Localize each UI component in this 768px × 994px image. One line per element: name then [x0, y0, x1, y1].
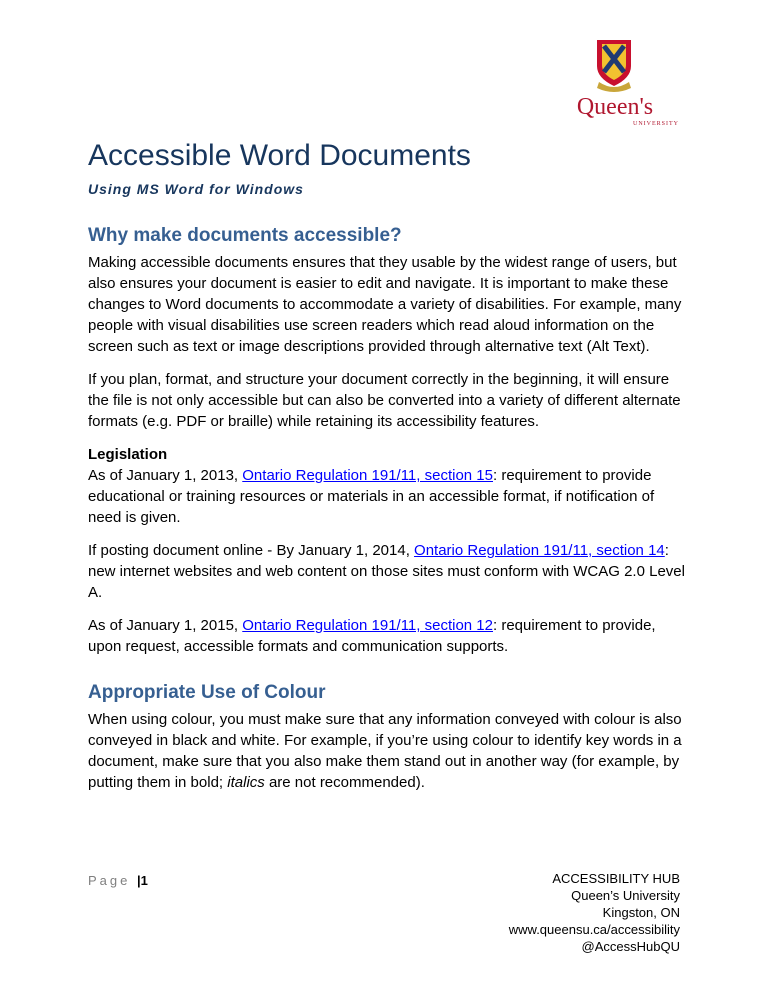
link-regulation-section-15[interactable]: Ontario Regulation 191/11, section 15	[242, 467, 493, 484]
paragraph-intro: Making accessible documents ensures that they usable by the widest range of users, but also ensures your document is easier to edit and navigate. It is important to make these changes to Word documents to accommodate a variety of disabilities. For example, many people with visual disabilities use screen readers which read aloud information on the screen such as text or image descriptions provided through alternative text (Alt Text).	[88, 254, 682, 355]
page-number-value: 1	[140, 873, 148, 888]
footer-location: Kingston, ON	[602, 905, 680, 920]
logo-university-text: UNIVERSITY	[633, 121, 679, 127]
italic-text: italics	[227, 774, 265, 791]
text: : requirement to provide, upon request, accessible formats and communication supports.	[88, 617, 656, 655]
link-regulation-section-14[interactable]: Ontario Regulation 191/11, section 14	[414, 542, 665, 559]
heading-why-accessible: Why make documents accessible?	[88, 225, 402, 246]
footer-contact	[509, 870, 680, 955]
footer-university: Queen’s University	[571, 888, 680, 903]
text: If posting document online - By January 1, 2014,	[88, 542, 415, 559]
paragraph-legislation-2013	[88, 465, 686, 528]
link-regulation-section-12[interactable]: Ontario Regulation 191/11, section 12	[242, 617, 493, 634]
text: As of January 1, 2015,	[88, 617, 243, 634]
text: are not recommended).	[264, 774, 425, 791]
crest-icon	[545, 36, 685, 118]
paragraph-legislation-2015	[88, 615, 686, 657]
svg-text:Queen's: Queen's	[576, 94, 654, 118]
footer-website: www.queensu.ca/accessibility	[508, 922, 680, 937]
paragraph-legislation-2014	[88, 540, 686, 603]
footer-twitter: @AccessHubQU	[581, 939, 680, 954]
document-subtitle: Using MS Word for Windows	[88, 181, 304, 197]
page-number: Page |1	[88, 873, 148, 888]
text: : new internet websites and web content on those sites must conform with WCAG 2.0 Level A.	[88, 542, 685, 601]
legislation-heading: Legislation	[88, 446, 168, 463]
footer-org: ACCESSIBILITY HUB	[552, 871, 680, 886]
heading-colour: Appropriate Use of Colour	[88, 682, 326, 703]
text: As of January 1, 2013,	[88, 467, 243, 484]
paragraph-plan: If you plan, format, and structure your document correctly in the beginning, it will ensure the file is not only accessible but can also be converted into a variety of different alternate formats (e.g. PDF or braille) while retaining its accessibility features.	[88, 371, 681, 430]
document-title: Accessible Word Documents	[88, 139, 471, 172]
document-body	[88, 138, 686, 805]
text: When using colour, you must make sure that any information conveyed with colour is also conveyed in black and white. For example, if you’re using colour to identify key words in a document, make sure that you also make them stand out in another way (for example, by putting them in bold;	[88, 711, 682, 791]
text: : requirement to provide educational or training resources or materials in an accessible format, if notification of need is given.	[88, 467, 655, 526]
page-label: Page	[88, 873, 131, 888]
paragraph-colour	[88, 709, 686, 793]
queens-university-logo	[545, 36, 685, 132]
